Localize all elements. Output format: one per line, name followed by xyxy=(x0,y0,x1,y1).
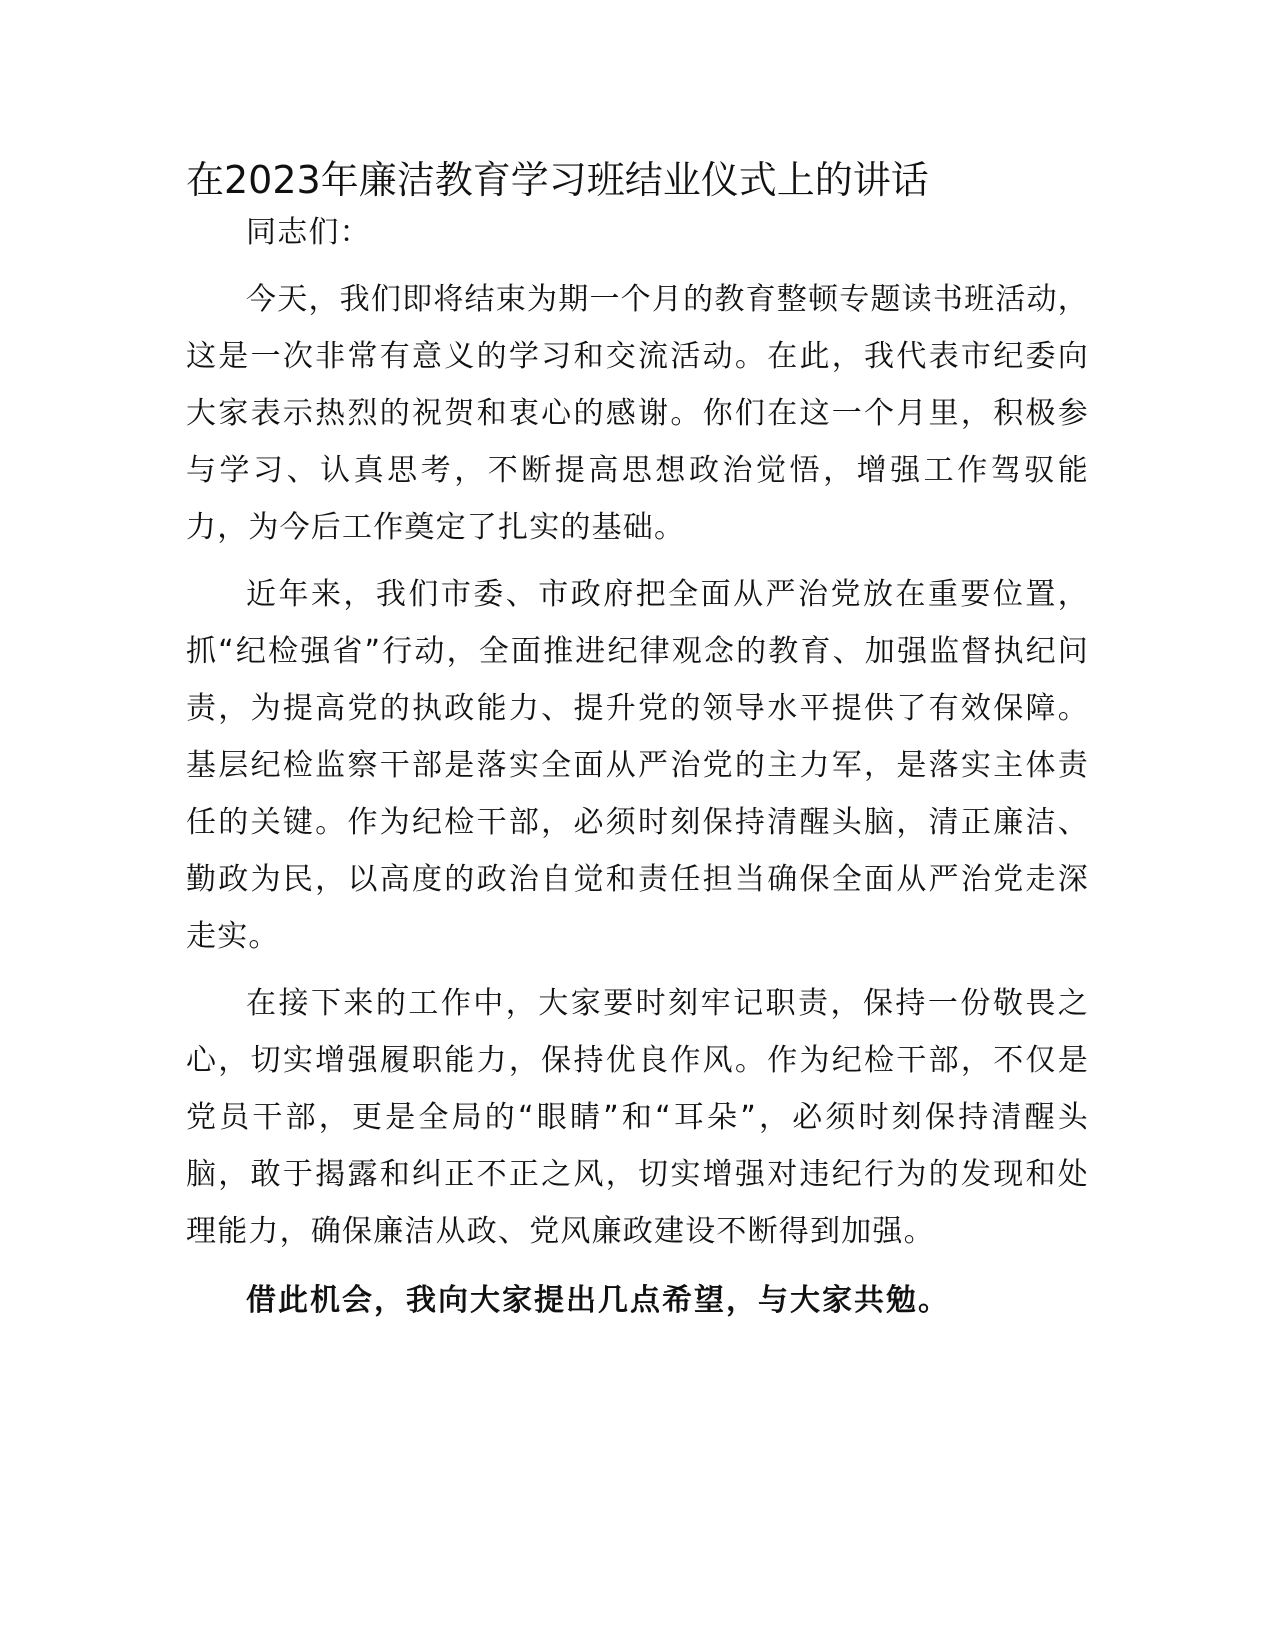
paragraph-1: 今天，我们即将结束为期一个月的教育整顿专题读书班活动，这是一次非常有意义的学习和交流活动。在此，我代表市纪委向大家表示热烈的祝贺和衷心的感谢。你们在这一个月里，积极参与学习、认真思考，不断提高思想政治觉悟，增强工作驾驭能力，为今后工作奠定了扎实的基础。 xyxy=(186,282,1089,545)
greeting: 同志们： xyxy=(246,215,371,250)
paragraph-3: 在接下来的工作中，大家要时刻牢记职责，保持一份敬畏之心，切实增强履职能力，保持优良作风。作为纪检干部，不仅是党员干部，更是全局的“眼睛”和“耳朵”，必须时刻保持清醒头脑，敢于揭露和纠正不正之风，切实增强对违纪行为的发现和处理能力，确保廉洁从政、党风廉政建设不断得到加强。 xyxy=(186,986,1089,1249)
paragraph-2: 近年来，我们市委、市政府把全面从严治党放在重要位置，抓“纪检强省”行动，全面推进纪律观念的教育、加强监督执纪问责，为提高党的执政能力、提升党的领导水平提供了有效保障。基层纪检监察干部是落实全面从严治党的主力军，是落实主体责任的关键。作为纪检干部，必须时刻保持清醒头脑，清正廉洁、勤政为民，以高度的政治自觉和责任担当确保全面从严治党走深走实。 xyxy=(186,577,1089,954)
closing-paragraph: 借此机会，我向大家提出几点希望，与大家共勉。 xyxy=(246,1283,950,1318)
document-title: 在2023年廉洁教育学习班结业仪式上的讲话 xyxy=(186,158,929,202)
document-body xyxy=(186,204,1089,1329)
